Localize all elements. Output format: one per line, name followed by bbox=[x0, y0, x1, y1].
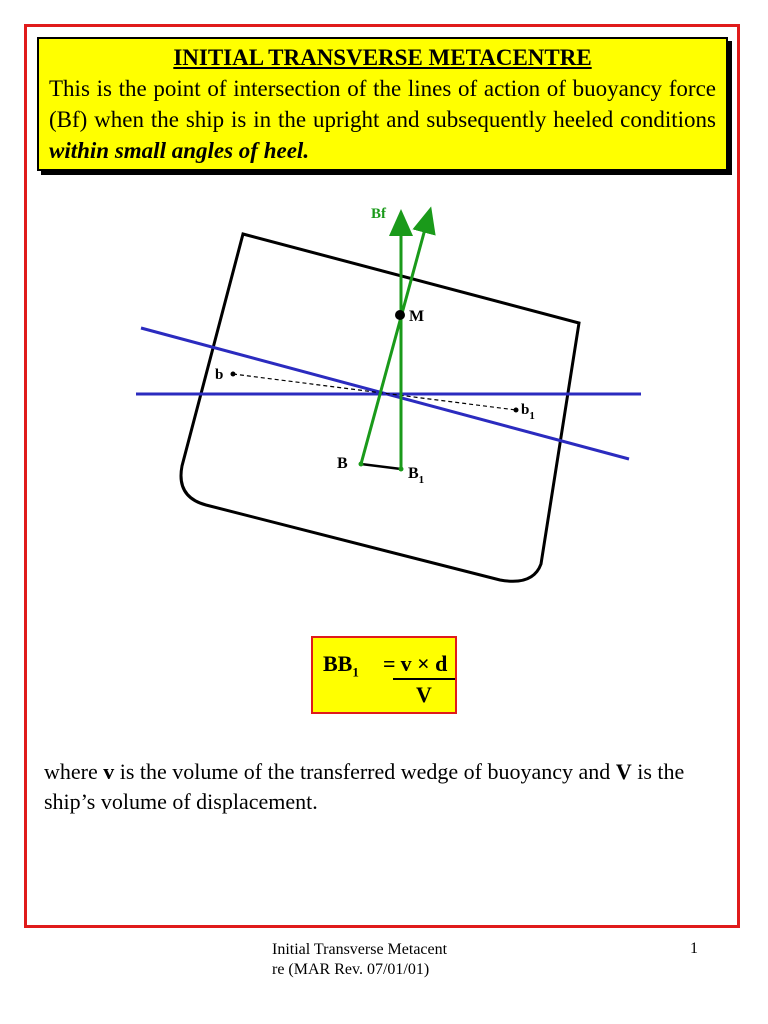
point-m bbox=[395, 310, 405, 320]
footer-title: Initial Transverse Metacent re (MAR Rev. 07/01/01) bbox=[272, 941, 448, 978]
fraction-bar bbox=[393, 678, 455, 680]
formula-numerator: v × d bbox=[400, 651, 448, 676]
heeled-buoyancy-line bbox=[361, 218, 428, 464]
label-b1-small: $b_1$ bbox=[521, 402, 535, 422]
formula-equals: = bbox=[383, 651, 396, 676]
ship-hull bbox=[181, 234, 579, 581]
page-title: INITIAL TRANSVERSE METACENTRE bbox=[173, 45, 592, 70]
formula-explanation: where v is the volume of the transferred wedge of buoyancy and V is the ship’s volume of displacement. bbox=[44, 759, 685, 814]
label-b1-big: $B_1$ bbox=[408, 465, 425, 486]
formula-box bbox=[311, 636, 457, 714]
label-b-small: b bbox=[215, 367, 224, 383]
label-b-big: B bbox=[337, 455, 348, 472]
point-b-small bbox=[231, 372, 236, 377]
point-b1-big bbox=[399, 467, 404, 472]
wedge-shift-line bbox=[233, 374, 516, 410]
label-m: M bbox=[409, 308, 425, 325]
definition-emphasis: within small angles of heel. bbox=[49, 138, 310, 163]
label-bf: Bf bbox=[371, 206, 386, 222]
definition-plain: This is the point of intersection of the lines of action of buoyancy force (Bf) when the ship is in the upright and subsequently heeled conditions bbox=[49, 76, 716, 132]
page-number: 1 bbox=[690, 940, 698, 957]
formula-lhs: $BB_1$ bbox=[323, 651, 359, 680]
bb1-line bbox=[361, 464, 401, 469]
formula-denominator: V bbox=[416, 682, 432, 707]
point-b-big bbox=[359, 462, 364, 467]
point-b1-small bbox=[514, 408, 519, 413]
